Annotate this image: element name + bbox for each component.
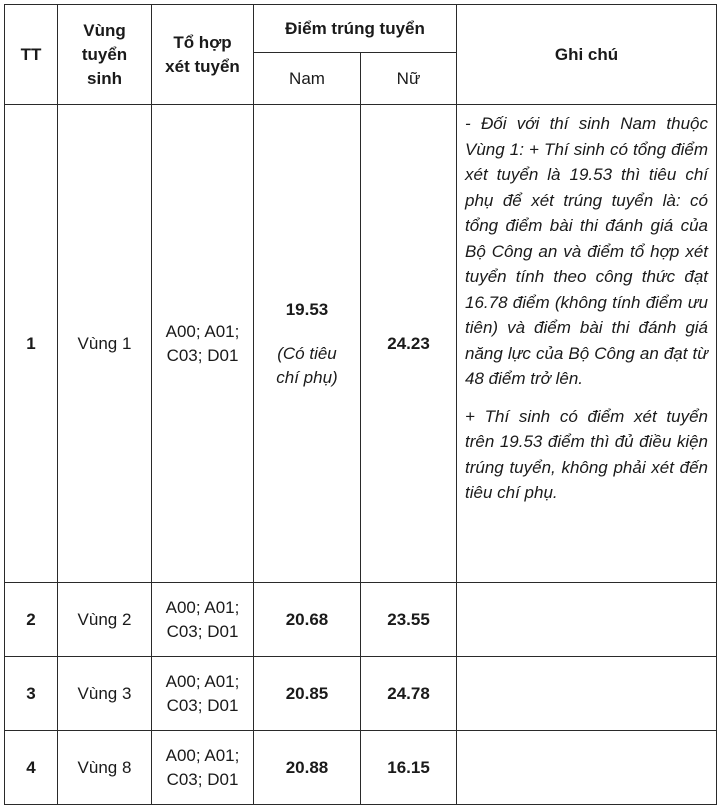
- admission-score-table: [4, 4, 717, 805]
- header-female: Nữ: [361, 53, 457, 105]
- header-region-line: sinh: [87, 68, 122, 88]
- row-region: Vùng 3: [58, 657, 152, 731]
- header-tt: TT: [5, 5, 58, 105]
- combo-line: C03; D01: [166, 621, 239, 641]
- row-female-score: 24.78: [361, 657, 457, 731]
- header-combo: [152, 5, 254, 105]
- combo-line: A00; A01;: [165, 321, 240, 341]
- row-combo: [152, 657, 254, 731]
- header-combo-line: Tổ hợp: [173, 32, 232, 52]
- male-score-note: (Có tiêu chí phụ): [276, 343, 338, 387]
- row-note: [457, 731, 717, 805]
- combo-line: A00; A01;: [165, 671, 240, 691]
- row-female-score: 16.15: [361, 731, 457, 805]
- row-tt: 1: [5, 105, 58, 583]
- row-region: Vùng 2: [58, 583, 152, 657]
- combo-line: C03; D01: [166, 345, 239, 365]
- table-row: [5, 105, 717, 583]
- header-male: Nam: [254, 53, 361, 105]
- note-paragraph: + Thí sinh có điểm xét tuyển trên 19.53 điểm thì đủ điều kiện trúng tuyển, không phải xét đến tiêu chí phụ.: [465, 406, 709, 502]
- row-combo: [152, 731, 254, 805]
- male-score-value: 19.53: [285, 299, 329, 319]
- header-note: Ghi chú: [457, 5, 717, 105]
- row-note: [457, 657, 717, 731]
- table-row: [5, 657, 717, 731]
- row-region: Vùng 8: [58, 731, 152, 805]
- row-tt: 3: [5, 657, 58, 731]
- row-region: Vùng 1: [58, 105, 152, 583]
- header-region-line: Vùng: [83, 20, 126, 40]
- combo-line: A00; A01;: [165, 745, 240, 765]
- row-tt: 4: [5, 731, 58, 805]
- row-tt: 2: [5, 583, 58, 657]
- row-combo: [152, 105, 254, 583]
- header-combo-line: xét tuyển: [165, 56, 240, 76]
- row-note: [457, 105, 717, 583]
- combo-line: C03; D01: [166, 695, 239, 715]
- combo-line: A00; A01;: [165, 597, 240, 617]
- header-region-line: tuyển: [81, 44, 128, 64]
- table-row: [5, 731, 717, 805]
- row-male-score: 20.85: [254, 657, 361, 731]
- row-female-score: 24.23: [361, 105, 457, 583]
- header-score: Điểm trúng tuyển: [254, 5, 457, 53]
- header-region: [58, 5, 152, 105]
- row-note: [457, 583, 717, 657]
- row-female-score: 23.55: [361, 583, 457, 657]
- note-paragraph: - Đối với thí sinh Nam thuộc Vùng 1: + Thí sinh có tổng điểm xét tuyển là 19.53 thì tiêu chí phụ để xét trúng tuyển là: có tổng điểm bài thi đánh giá của Bộ Công an và điểm tổ hợp xét tuyển tính theo công thức đạt 16.78 điểm (không tính điểm ưu tiên) và điểm bài thi đánh giá năng lực của Bộ Công an đạt từ 48 điểm trở lên.: [465, 114, 709, 388]
- row-male-score: 20.88: [254, 731, 361, 805]
- row-male-score: [254, 105, 361, 583]
- table-row: [5, 583, 717, 657]
- combo-line: C03; D01: [166, 769, 239, 789]
- row-male-score: 20.68: [254, 583, 361, 657]
- row-combo: [152, 583, 254, 657]
